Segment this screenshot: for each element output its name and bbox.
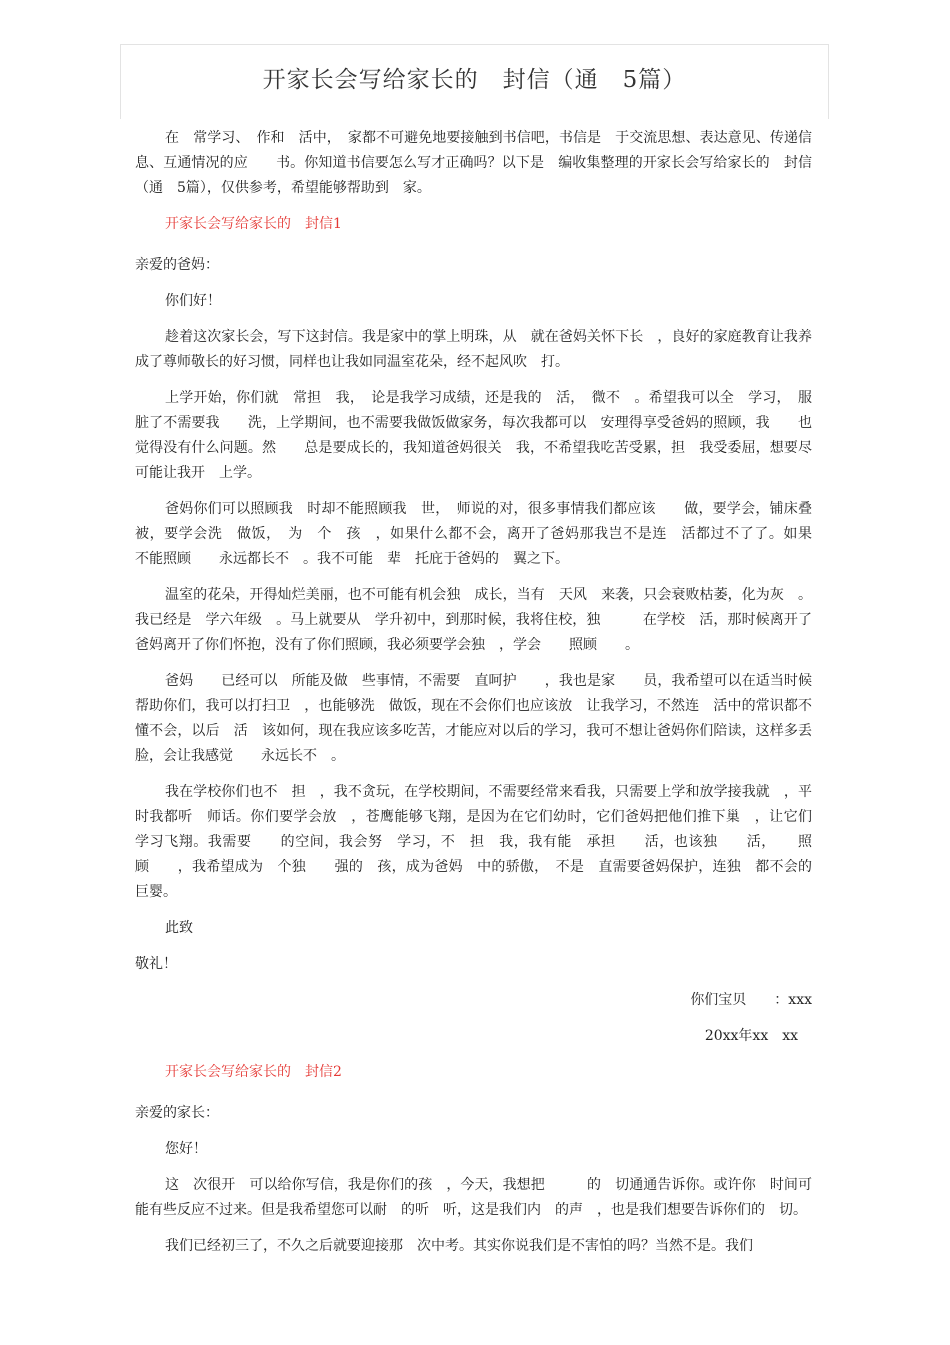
letter1-salute: 敬礼！ bbox=[135, 956, 177, 972]
letter2-greeting: 您好！ bbox=[165, 1141, 207, 1157]
letter2-paragraph: 这 次很开 可以给你写信，我是你们的孩 ，今天，我想把 的 切通通告诉你。或许你 时间可能有些反应不过来。但是我希望您可以耐 的听 听，这是我们内 的声 ，也是我们想要告诉你们的 切。 bbox=[135, 1177, 812, 1218]
letter2-salutation: 亲爱的家长： bbox=[135, 1105, 219, 1121]
title-box bbox=[120, 44, 829, 119]
letter2-paragraph: 我们已经初三了，不久之后就要迎接那 次中考。其实你说我们是不害怕的吗？当然不是。我们 bbox=[165, 1238, 753, 1254]
letter1-date: 20xx年xx xx bbox=[704, 1028, 798, 1044]
letter1-signature: 你们宝贝 ：xxx bbox=[690, 992, 812, 1008]
letter1-paragraph: 我在学校你们也不 担 ，我不贪玩，在学校期间，不需要经常来看我，只需要上学和放学接我就 ，平时我都听 师话。你们要学会放 ，苍鹰能够飞翔，是因为在它们幼时，它们爸妈把他们推下巢 ，让它们 学习飞翔。我需要 的空间，我会努 学习，不 担 我，我有能 承担 活，也该独 活， 照顾 ，我希望成为 个独 强的 孩，成为爸妈 中的骄傲， 不是 直需要爸妈保护，连独 都不会的巨婴。 bbox=[135, 784, 840, 900]
letter1-salutation: 亲爱的爸妈： bbox=[135, 257, 219, 273]
letter1-heading: 开家长会写给家长的 封信1 bbox=[165, 216, 342, 232]
document-body bbox=[135, 126, 840, 1270]
letter1-greeting: 你们好！ bbox=[165, 293, 221, 309]
letter1-paragraph: 温室的花朵，开得灿烂美丽，也不可能有机会独 成长，当有 天风 来袭，只会衰败枯萎，化为灰 。我已经是 学六年级 。马上就要从 学升初中，到那时候，我将住校，独 在学校 活，那时候离开了爸妈离开了你们怀抱，没有了你们照顾，我必须要学会独 ，学会 照顾 。 bbox=[135, 587, 812, 653]
letter1-paragraph: 爸妈 已经可以 所能及做 些事情，不需要 直呵护 ，我也是家 员，我希望可以在适当时候帮助你们，我可以打扫卫 ，也能够洗 做饭，现在不会你们也应该放 让我学习，不然连 活中的常识都不懂不会，以后 活 该如何，现在我应该多吃苦，才能应对以后的学习，我可不想让爸妈你们陪读，这样多丢脸，会让我感觉 永远长不 。 bbox=[135, 673, 812, 764]
letter1-paragraph: 趁着这次家长会，写下这封信。我是家中的掌上明珠，从 就在爸妈关怀下长 ，良好的家庭教育让我养成了尊师敬长的好习惯，同样也让我如同温室花朵，经不起风吹 打。 bbox=[135, 329, 812, 370]
letter2-heading: 开家长会写给家长的 封信2 bbox=[165, 1064, 342, 1080]
letter1-paragraph: 上学开始，你们就 常担 我， 论是我学习成绩，还是我的 活， 微不 。希望我可以全 学习， 服脏了不需要我 洗，上学期间，也不需要我做饭做家务，每次我都可以 安理得享受爸妈的照顾，我 也觉得没有什么问题。然 总是要成长的，我知道爸妈很关 我，不希望我吃苦受累，担 我受委屈，想要尽可能让我开 上学。 bbox=[135, 390, 812, 481]
letter1-paragraph: 爸妈你们可以照顾我 时却不能照顾我 世， 师说的对，很多事情我们都应该 做，要学会，铺床叠被，要学会洗 做饭， 为 个 孩 ，如果什么都不会，离开了爸妈那我岂不是连 活都过不了了。如果 不能照顾 永远都长不 。我不可能 辈 托庇于爸妈的 翼之下。 bbox=[135, 501, 840, 567]
page-title: 开家长会写给家长的 封信（通 5篇） bbox=[262, 67, 687, 93]
intro-paragraph: 在 常学习、 作和 活中， 家都不可避免地要接触到书信吧，书信是 于交流思想、表达意见、传递信息、互通情况的应 书。你知道书信要怎么写才正确吗？以下是 编收集整理的开家长会写给家长的 封信（通 5篇），仅供参考，希望能够帮助到 家。 bbox=[135, 130, 812, 196]
letter1-closing: 此致 bbox=[165, 920, 193, 936]
